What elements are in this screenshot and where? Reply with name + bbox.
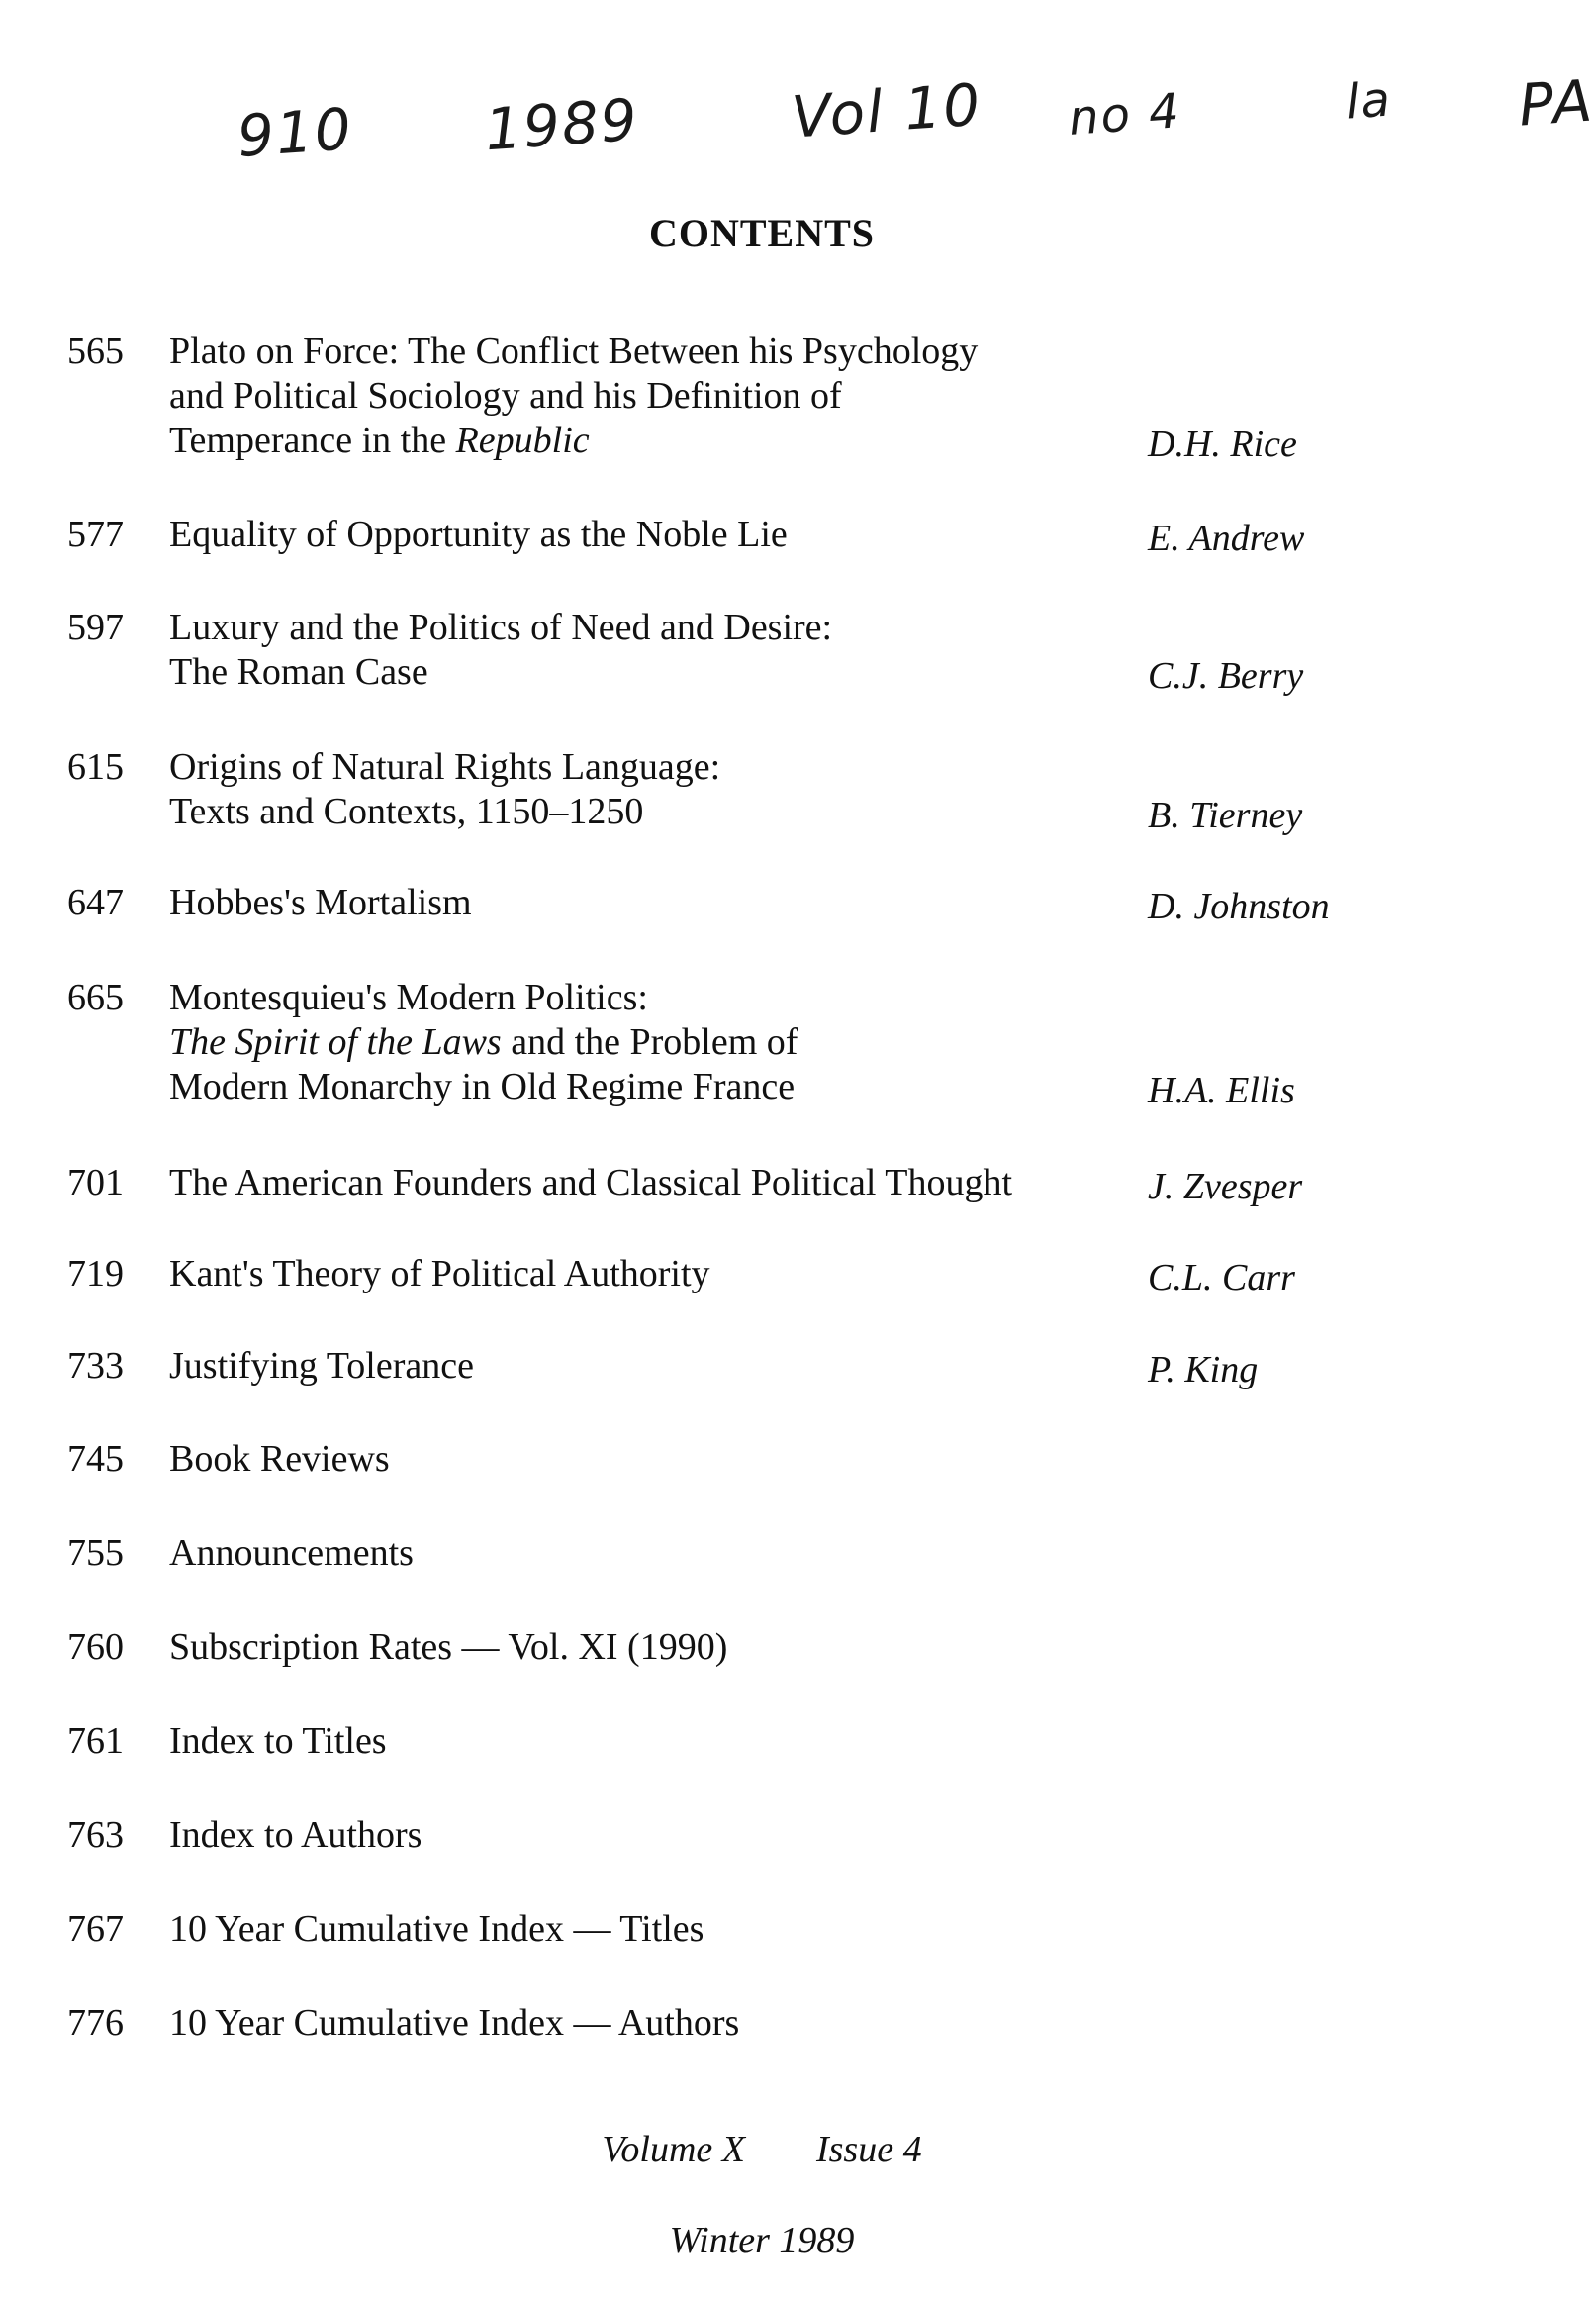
- toc-title-line: Montesquieu's Modern Politics:: [169, 977, 648, 1018]
- toc-page-number: 733: [67, 1345, 124, 1387]
- toc-title-line: Kant's Theory of Political Authority: [169, 1253, 710, 1294]
- handwritten-note-4: no 4: [1067, 83, 1183, 146]
- toc-author: J. Zvesper: [1148, 1166, 1303, 1207]
- toc-entry-title: [169, 1719, 1119, 1764]
- handwritten-note-6: PA: [1516, 66, 1596, 140]
- footer-season: Winter 1989: [669, 2220, 855, 2261]
- handwritten-note-2: 1989: [482, 85, 641, 164]
- toc-author: P. King: [1148, 1349, 1259, 1390]
- toc-entry-title: [169, 976, 1119, 1109]
- toc-title-line: The American Founders and Classical Political Thought: [169, 1162, 1013, 1203]
- toc-title-line: Modern Monarchy in Old Regime France: [169, 1066, 796, 1107]
- toc-title-line: Equality of Opportunity as the Noble Lie: [169, 514, 788, 555]
- toc-entry-title: [169, 330, 1119, 463]
- handwritten-note-5: la: [1344, 71, 1394, 131]
- toc-page-number: 615: [67, 746, 124, 788]
- toc-entry-title: [169, 1907, 1119, 1952]
- toc-entry-title: [169, 2001, 1119, 2046]
- toc-title-line: Book Reviews: [169, 1438, 390, 1480]
- toc-title-line: The Roman Case: [169, 651, 428, 693]
- toc-title-line: and Political Sociology and his Definition of: [169, 375, 842, 417]
- toc-title-line: Subscription Rates — Vol. XI (1990): [169, 1626, 728, 1668]
- toc-author: C.L. Carr: [1148, 1257, 1295, 1298]
- toc-page-number: 763: [67, 1814, 124, 1856]
- footer-issue: Issue 4: [815, 2129, 922, 2170]
- handwritten-note-3: Vol 10: [789, 70, 985, 151]
- toc-entry-title: [169, 1161, 1119, 1205]
- toc-title-line: Hobbes's Mortalism: [169, 882, 472, 923]
- toc-author: D.H. Rice: [1148, 424, 1297, 465]
- toc-entry-title: [169, 1344, 1119, 1388]
- toc-entry-title: [169, 1813, 1119, 1858]
- toc-page-number: 745: [67, 1438, 124, 1480]
- toc-page-number: 701: [67, 1162, 124, 1203]
- toc-title-line: 10 Year Cumulative Index — Authors: [169, 2002, 740, 2044]
- toc-page-number: 665: [67, 977, 124, 1018]
- toc-author: H.A. Ellis: [1148, 1070, 1295, 1111]
- toc-title-line: Announcements: [169, 1532, 414, 1574]
- handwritten-annotation: [0, 0, 1596, 198]
- toc-entry-title: [169, 1531, 1119, 1576]
- toc-title-line: Index to Authors: [169, 1814, 422, 1856]
- toc-page-number: 597: [67, 607, 124, 648]
- toc-entry-title: [169, 1437, 1119, 1482]
- toc-author: B. Tierney: [1148, 795, 1303, 836]
- handwritten-note-1: 910: [235, 95, 355, 170]
- toc-page-number: 647: [67, 882, 124, 923]
- toc-page-number: 761: [67, 1720, 124, 1762]
- toc-page-number: 577: [67, 514, 124, 555]
- toc-title-line: 10 Year Cumulative Index — Titles: [169, 1908, 704, 1950]
- toc-title-line: Index to Titles: [169, 1720, 387, 1762]
- toc-title-line: The Spirit of the Laws and the Problem of: [169, 1021, 798, 1063]
- toc-entry-title: [169, 1252, 1119, 1296]
- toc-entry-title: [169, 745, 1119, 834]
- footer-volume-issue: [0, 2128, 1524, 2171]
- toc-title-line: Texts and Contexts, 1150–1250: [169, 791, 644, 832]
- footer-volume: Volume X: [602, 2129, 745, 2170]
- page-title: CONTENTS: [648, 211, 876, 255]
- toc-title-line: Justifying Tolerance: [169, 1345, 474, 1387]
- toc-entry-title: [169, 513, 1119, 557]
- toc-title-line: Luxury and the Politics of Need and Desire:: [169, 607, 833, 648]
- toc-title-line: Plato on Force: The Conflict Between his Psychology: [169, 331, 979, 372]
- toc-author: E. Andrew: [1148, 518, 1305, 559]
- toc-title-line: Temperance in the Republic: [169, 420, 590, 461]
- toc-page-number: 767: [67, 1908, 124, 1950]
- toc-entry-title: [169, 881, 1119, 925]
- toc-page-number: 776: [67, 2002, 124, 2044]
- toc-author: C.J. Berry: [1148, 655, 1304, 697]
- toc-page-number: 755: [67, 1532, 124, 1574]
- toc-entry-title: [169, 606, 1119, 695]
- toc-entry-title: [169, 1625, 1119, 1670]
- toc-page-number: 760: [67, 1626, 124, 1668]
- toc-title-line: Origins of Natural Rights Language:: [169, 746, 721, 788]
- toc-page-number: 565: [67, 331, 124, 372]
- toc-author: D. Johnston: [1148, 886, 1330, 927]
- toc-page-number: 719: [67, 1253, 124, 1294]
